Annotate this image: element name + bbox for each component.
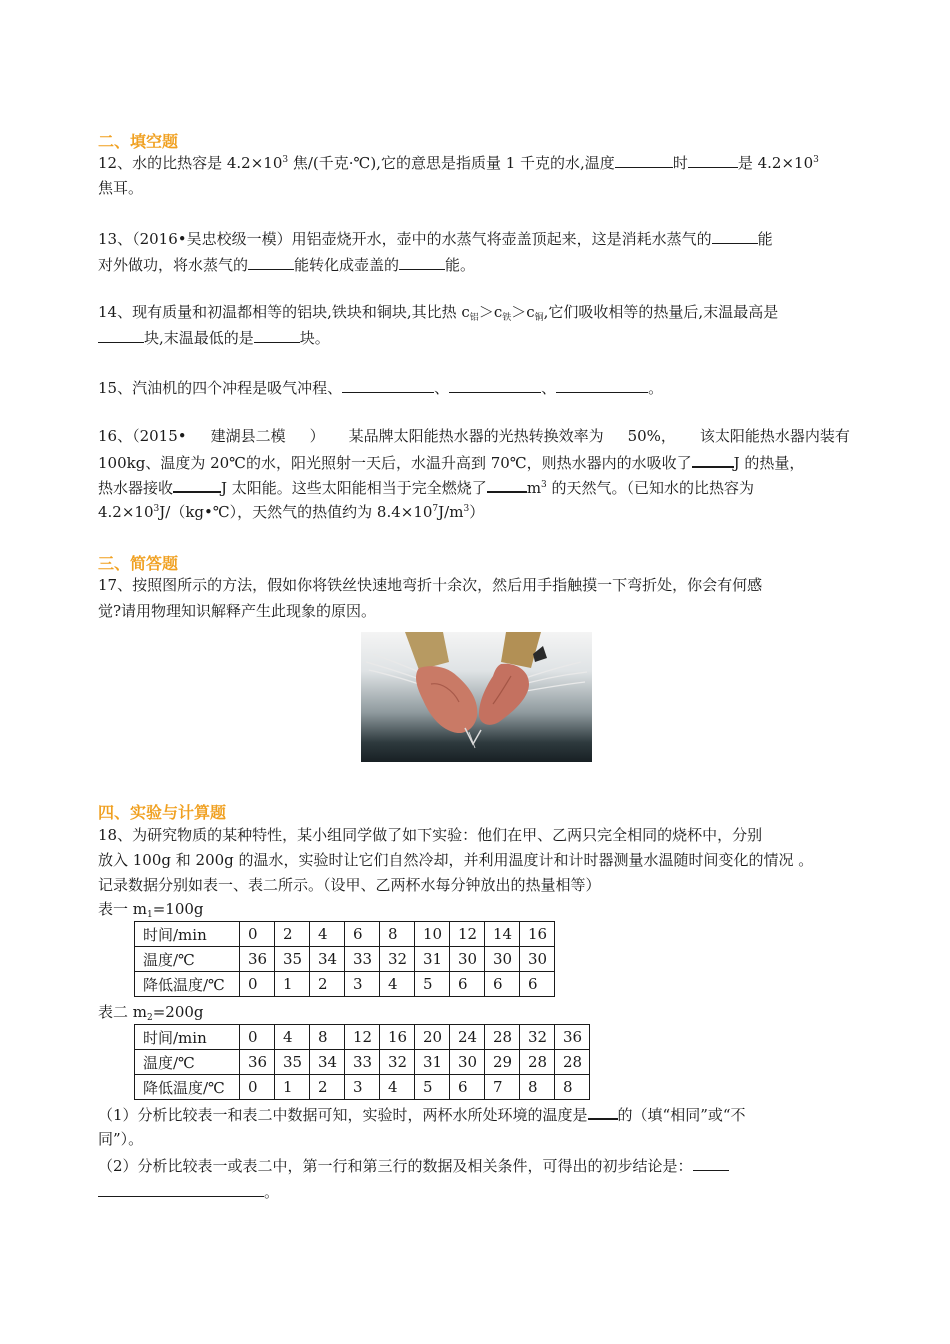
section-heading-fill-in: 二、填空题 bbox=[98, 132, 179, 151]
table-cell: 6 bbox=[485, 972, 520, 997]
table-row bbox=[135, 947, 555, 972]
q18-line-2: 放入 100g 和 200g 的温水，实验时让它们自然冷却，并利用温度计和计时器测量水温随时间变化的情况 。 bbox=[98, 851, 814, 869]
table-cell: 7 bbox=[485, 1075, 520, 1100]
row-header: 时间/min bbox=[135, 1025, 240, 1050]
blank[interactable] bbox=[556, 378, 648, 393]
q16-text: 某品牌太阳能热水器的光热转换效率为 bbox=[348, 427, 604, 445]
subscript: 铜 bbox=[534, 313, 544, 323]
table-cell: 14 bbox=[485, 922, 520, 947]
table-cell: 6 bbox=[450, 1075, 485, 1100]
q14-text: ,它们吸收相等的热量后,末温最高是 bbox=[543, 303, 779, 321]
table-cell: 33 bbox=[345, 1050, 380, 1075]
table-cell: 4 bbox=[380, 972, 415, 997]
table-cell: 31 bbox=[415, 1050, 450, 1075]
table-cell: 30 bbox=[450, 947, 485, 972]
row-header: 温度/℃ bbox=[135, 947, 240, 972]
q16-line-1 bbox=[98, 426, 850, 446]
q16-text: ） bbox=[469, 503, 485, 521]
table-cell: 20 bbox=[415, 1025, 450, 1050]
blank[interactable] bbox=[399, 255, 445, 270]
superscript: 3 bbox=[463, 504, 470, 514]
table-cell: 5 bbox=[415, 972, 450, 997]
q14-text: ＞c bbox=[511, 303, 535, 321]
q16-text: ） bbox=[309, 427, 325, 445]
table-cell: 35 bbox=[275, 947, 310, 972]
q16-text: 建湖县二模 bbox=[210, 427, 286, 445]
q13-text: 能。 bbox=[445, 256, 476, 274]
caption-text: =200g bbox=[152, 1003, 204, 1021]
table-cell: 12 bbox=[345, 1025, 380, 1050]
table-row bbox=[135, 1075, 590, 1100]
row-header: 温度/℃ bbox=[135, 1050, 240, 1075]
table-cell: 32 bbox=[380, 1050, 415, 1075]
q13-text: 能转化成壶盖的 bbox=[294, 256, 400, 274]
blank[interactable] bbox=[98, 328, 144, 343]
q16-text: 的天然气。（已知水的比热容为 bbox=[546, 479, 755, 497]
table-cell: 2 bbox=[310, 1075, 345, 1100]
blank[interactable] bbox=[254, 328, 300, 343]
q12-text: 时 bbox=[672, 154, 688, 172]
table-cell: 34 bbox=[310, 1050, 345, 1075]
q18-text: （2）分析比较表一或表二中，第一行和第三行的数据及相关条件，可得出的初步结论是： bbox=[98, 1157, 693, 1175]
q14-text: 14、现有质量和初温都相等的铝块,铁块和铜块,其比热 c bbox=[98, 303, 470, 321]
table-cell: 4 bbox=[310, 922, 345, 947]
table-cell: 35 bbox=[275, 1050, 310, 1075]
table-cell: 29 bbox=[485, 1050, 520, 1075]
superscript: 3 bbox=[541, 480, 547, 490]
table-cell: 5 bbox=[415, 1075, 450, 1100]
q12-line-1 bbox=[98, 153, 819, 173]
q18-part1-line-2: 同”）。 bbox=[98, 1130, 144, 1148]
q16-text: 50%， bbox=[627, 427, 676, 445]
table-cell: 24 bbox=[450, 1025, 485, 1050]
table-cell: 6 bbox=[345, 922, 380, 947]
superscript: 3 bbox=[153, 504, 160, 514]
table-cell: 1 bbox=[275, 1075, 310, 1100]
q12-sup: 3 bbox=[282, 155, 289, 165]
q13-text: 13、（2016•吴忠校级一模）用铝壶烧开水，壶中的水蒸气将壶盖顶起来，这是消耗水蒸气的 bbox=[98, 230, 712, 248]
table-two bbox=[134, 1024, 590, 1100]
hands-bending-wire-photo bbox=[361, 632, 592, 762]
q12-sup: 3 bbox=[813, 155, 819, 165]
subscript: 1 bbox=[147, 910, 153, 920]
q15-line bbox=[98, 378, 663, 398]
blank[interactable] bbox=[692, 452, 734, 468]
q16-line-3 bbox=[98, 477, 754, 498]
blank[interactable] bbox=[712, 229, 758, 244]
q18-line-1: 18、为研究物质的某种特性，某小组同学做了如下实验：他们在甲、乙两只完全相同的烧杯中，分别 bbox=[98, 826, 763, 844]
q17-line-2: 觉?请用物理知识解释产生此现象的原因。 bbox=[98, 602, 377, 620]
table-cell: 10 bbox=[415, 922, 450, 947]
q14-line-1 bbox=[98, 302, 778, 322]
blank[interactable] bbox=[248, 255, 294, 270]
blank[interactable] bbox=[342, 378, 434, 393]
q12-text: 12、水的比热容是 4.2×10 bbox=[98, 154, 283, 172]
table-cell: 28 bbox=[520, 1050, 555, 1075]
section-heading-experiment: 四、实验与计算题 bbox=[98, 803, 227, 822]
q16-text: 16、（2015• bbox=[98, 427, 187, 445]
q13-line-1 bbox=[98, 229, 773, 249]
caption-text: 表一 m bbox=[98, 900, 147, 918]
table-cell: 6 bbox=[450, 972, 485, 997]
table-cell: 2 bbox=[310, 972, 345, 997]
q16-line-2 bbox=[98, 452, 804, 473]
table-cell: 34 bbox=[310, 947, 345, 972]
q14-line-2 bbox=[98, 328, 330, 348]
q18-part2-line-1 bbox=[98, 1156, 729, 1176]
q13-text: 对外做功，将水蒸气的 bbox=[98, 256, 249, 274]
q14-text: ＞c bbox=[478, 303, 503, 321]
table-cell: 33 bbox=[345, 947, 380, 972]
q16-text: J/m bbox=[438, 503, 464, 521]
table-cell: 36 bbox=[240, 1050, 275, 1075]
table-cell: 32 bbox=[380, 947, 415, 972]
table-cell: 30 bbox=[450, 1050, 485, 1075]
blank[interactable] bbox=[588, 1104, 618, 1120]
q18-line-3: 记录数据分别如表一、表二所示。（设甲、乙两杯水每分钟放出的热量相等） bbox=[98, 876, 601, 894]
q16-text: 该太阳能热水器内装有 bbox=[699, 427, 850, 445]
q18-part1-line-1 bbox=[98, 1104, 746, 1125]
q12-text: 是 4.2×10 bbox=[737, 154, 814, 172]
q16-line-4 bbox=[98, 502, 484, 522]
table-cell: 0 bbox=[240, 922, 275, 947]
q15-text: 15、汽油机的四个冲程是吸气冲程、 bbox=[98, 379, 343, 397]
table-cell: 3 bbox=[345, 972, 380, 997]
table-cell: 8 bbox=[310, 1025, 345, 1050]
table-cell: 30 bbox=[485, 947, 520, 972]
q16-text: J 太阳能。这些太阳能相当于完全燃烧了 bbox=[221, 479, 487, 497]
table-row bbox=[135, 1050, 590, 1075]
table-row bbox=[135, 972, 555, 997]
blank[interactable] bbox=[98, 1182, 264, 1197]
table-row bbox=[135, 922, 555, 947]
table-cell: 8 bbox=[380, 922, 415, 947]
table-cell: 2 bbox=[275, 922, 310, 947]
table-cell: 0 bbox=[240, 1025, 275, 1050]
q16-text: J 的热量， bbox=[733, 454, 805, 472]
row-header: 时间/min bbox=[135, 922, 240, 947]
table-cell: 31 bbox=[415, 947, 450, 972]
subscript: 铁 bbox=[502, 313, 512, 323]
table-one bbox=[134, 921, 555, 997]
blank[interactable] bbox=[688, 153, 738, 168]
caption-text: 表二 m bbox=[98, 1003, 147, 1021]
q13-line-2 bbox=[98, 255, 475, 275]
caption-text: =100g bbox=[152, 900, 204, 918]
q16-text: 4.2×10 bbox=[98, 503, 154, 521]
table-cell: 16 bbox=[520, 922, 555, 947]
q12-line-2: 焦耳。 bbox=[98, 179, 144, 197]
q12-text: 焦/(千克·℃),它的意思是指质量 1 千克的水,温度 bbox=[288, 154, 615, 172]
subscript: 2 bbox=[147, 1013, 153, 1023]
blank[interactable] bbox=[693, 1156, 729, 1171]
table-cell: 4 bbox=[275, 1025, 310, 1050]
section-heading-short-answer: 三、简答题 bbox=[98, 554, 179, 573]
q18-text: 的（填“相同”或“不 bbox=[617, 1106, 746, 1124]
q18-part2-line-2 bbox=[98, 1182, 279, 1202]
table-row bbox=[135, 1025, 590, 1050]
row-header: 降低温度/℃ bbox=[135, 1075, 240, 1100]
table-cell: 0 bbox=[240, 972, 275, 997]
q14-text: 块,末温最低的是 bbox=[144, 329, 254, 347]
table-cell: 32 bbox=[520, 1025, 555, 1050]
table-cell: 36 bbox=[240, 947, 275, 972]
hands-bending-wire-illustration bbox=[361, 632, 592, 762]
q17-line-1: 17、按照图所示的方法，假如你将铁丝快速地弯折十余次，然后用手指触摸一下弯折处，你会有何感 bbox=[98, 576, 763, 594]
q15-text: 、 bbox=[541, 379, 557, 397]
q16-text: 100kg、温度为 20℃的水，阳光照射一天后，水温升高到 70℃，则热水器内的水吸收了 bbox=[98, 454, 692, 472]
table2-caption bbox=[98, 1002, 204, 1022]
blank[interactable] bbox=[615, 153, 673, 168]
table-cell: 6 bbox=[520, 972, 555, 997]
table-cell: 16 bbox=[380, 1025, 415, 1050]
q14-text: 块。 bbox=[299, 329, 330, 347]
q18-text: （1）分析比较表一和表二中数据可知，实验时，两杯水所处环境的温度是 bbox=[98, 1106, 588, 1124]
blank[interactable] bbox=[449, 378, 541, 393]
table1-caption bbox=[98, 899, 204, 919]
blank[interactable] bbox=[173, 477, 221, 493]
table-cell: 12 bbox=[450, 922, 485, 947]
table-cell: 0 bbox=[240, 1075, 275, 1100]
q16-text: 热水器接收 bbox=[98, 479, 174, 497]
q13-text: 能 bbox=[757, 230, 773, 248]
blank[interactable] bbox=[487, 477, 527, 493]
table-cell: 8 bbox=[520, 1075, 555, 1100]
q16-text: J/（kg•℃），天然气的热值约为 8.4×10 bbox=[159, 503, 433, 521]
table-cell: 36 bbox=[555, 1025, 590, 1050]
table-cell: 3 bbox=[345, 1075, 380, 1100]
table-cell: 28 bbox=[555, 1050, 590, 1075]
superscript: 7 bbox=[432, 504, 439, 514]
row-header: 降低温度/℃ bbox=[135, 972, 240, 997]
table-cell: 4 bbox=[380, 1075, 415, 1100]
q15-text: 、 bbox=[434, 379, 450, 397]
q15-text: 。 bbox=[648, 379, 664, 397]
table-cell: 1 bbox=[275, 972, 310, 997]
subscript: 铝 bbox=[469, 313, 479, 323]
q18-text: 。 bbox=[264, 1183, 280, 1201]
table-cell: 8 bbox=[555, 1075, 590, 1100]
table-cell: 28 bbox=[485, 1025, 520, 1050]
table-cell: 30 bbox=[520, 947, 555, 972]
q16-text: m bbox=[526, 479, 542, 497]
